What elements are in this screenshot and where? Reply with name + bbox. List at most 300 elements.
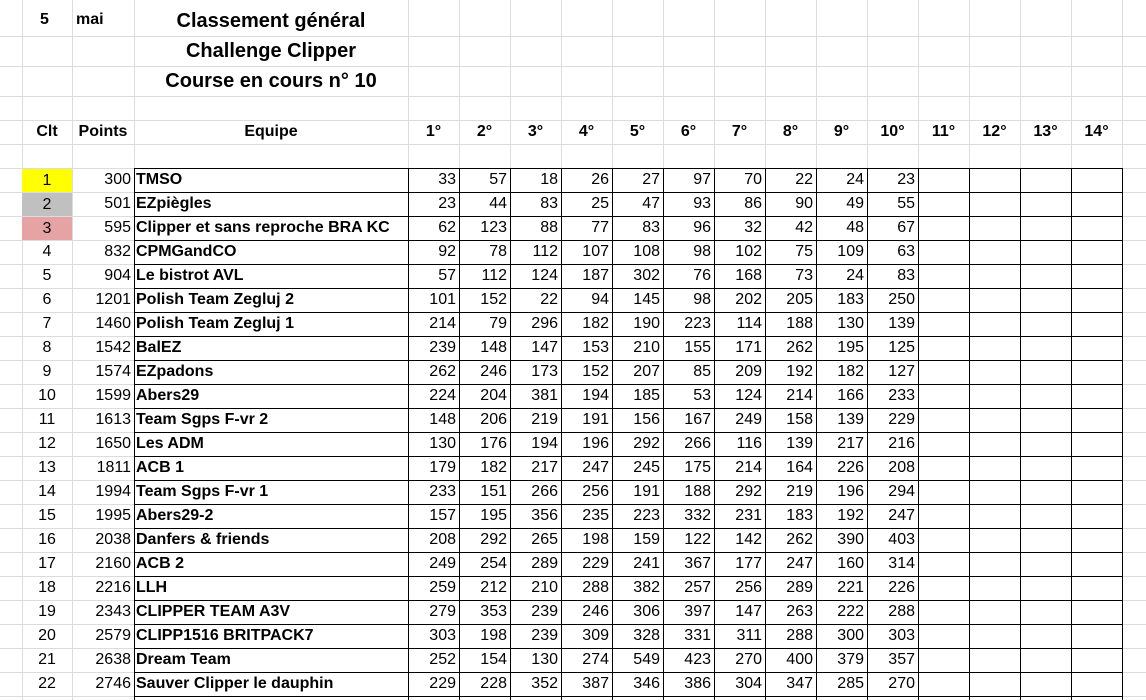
race-score-cell: 183 (837, 291, 864, 308)
race-score-cell: 18 (540, 171, 558, 188)
race-score-cell: 194 (582, 387, 609, 404)
race-score-cell: 229 (429, 675, 456, 692)
race-score-cell: 294 (888, 483, 915, 500)
race-score-cell: 254 (480, 555, 507, 572)
title-line-3: Course en cours n° 10 (165, 70, 377, 92)
race-score-cell: 346 (633, 675, 660, 692)
points-cell: 595 (104, 219, 131, 236)
race-score-cell: 182 (582, 315, 609, 332)
race-score-cell: 292 (735, 483, 762, 500)
race-score-cell: 171 (735, 339, 762, 356)
team-cell: Team Sgps F-vr 2 (136, 411, 269, 428)
race-score-cell: 148 (429, 411, 456, 428)
race-score-cell: 353 (480, 603, 507, 620)
race-score-cell: 403 (888, 531, 915, 548)
points-cell: 1995 (95, 507, 131, 524)
race-score-cell: 94 (591, 291, 609, 308)
race-score-cell: 198 (582, 531, 609, 548)
race-score-cell: 164 (786, 459, 813, 476)
points-cell: 1460 (95, 315, 131, 332)
race-score-cell: 357 (888, 651, 915, 668)
race-score-cell: 219 (531, 411, 558, 428)
rank-cell: 6 (42, 291, 52, 308)
race-score-cell: 62 (438, 219, 456, 236)
race-score-cell: 22 (540, 291, 558, 308)
race-score-cell: 229 (888, 411, 915, 428)
race-score-cell: 296 (531, 315, 558, 332)
race-score-cell: 400 (786, 651, 813, 668)
team-cell: BalEZ (136, 339, 182, 356)
date-day: 5 (40, 11, 49, 28)
rank-cell: 12 (38, 435, 56, 452)
race-score-cell: 158 (786, 411, 813, 428)
race-score-cell: 157 (429, 507, 456, 524)
race-score-cell: 122 (684, 531, 711, 548)
race-score-cell: 379 (837, 651, 864, 668)
border-vertical (1071, 168, 1072, 700)
points-cell: 1613 (95, 411, 131, 428)
border-vertical (918, 168, 919, 700)
race-score-cell: 192 (786, 363, 813, 380)
rank-cell: 1 (22, 169, 72, 192)
race-score-cell: 219 (786, 483, 813, 500)
race-score-cell: 262 (786, 531, 813, 548)
header-race-8: 8° (782, 123, 799, 140)
points-cell: 300 (104, 171, 131, 188)
points-cell: 2216 (95, 579, 131, 596)
race-score-cell: 32 (744, 219, 762, 236)
race-score-cell: 210 (633, 339, 660, 356)
team-cell: Abers29-2 (136, 507, 214, 524)
race-score-cell: 22 (795, 171, 813, 188)
race-score-cell: 168 (735, 267, 762, 284)
race-score-cell: 288 (786, 627, 813, 644)
race-score-cell: 108 (633, 243, 660, 260)
race-score-cell: 209 (735, 363, 762, 380)
race-score-cell: 206 (480, 411, 507, 428)
race-score-cell: 49 (846, 195, 864, 212)
header-race-13: 13° (1033, 123, 1058, 140)
race-score-cell: 270 (735, 651, 762, 668)
points-cell: 2638 (95, 651, 131, 668)
race-score-cell: 292 (480, 531, 507, 548)
rank-cell: 18 (38, 579, 56, 596)
race-score-cell: 90 (795, 195, 813, 212)
rank-cell: 13 (38, 459, 56, 476)
race-score-cell: 247 (888, 507, 915, 524)
points-cell: 1650 (95, 435, 131, 452)
race-score-cell: 130 (837, 315, 864, 332)
race-score-cell: 328 (633, 627, 660, 644)
rank-cell: 8 (42, 339, 52, 356)
race-score-cell: 259 (429, 579, 456, 596)
race-score-cell: 306 (633, 603, 660, 620)
race-score-cell: 302 (633, 267, 660, 284)
rank-cell: 22 (38, 675, 56, 692)
race-score-cell: 152 (480, 291, 507, 308)
race-score-cell: 247 (786, 555, 813, 572)
team-cell: CPMGandCO (136, 243, 237, 260)
race-score-cell: 148 (480, 339, 507, 356)
race-score-cell: 202 (735, 291, 762, 308)
race-score-cell: 239 (531, 627, 558, 644)
race-score-cell: 356 (531, 507, 558, 524)
race-score-cell: 224 (429, 387, 456, 404)
race-score-cell: 127 (888, 363, 915, 380)
race-score-cell: 231 (735, 507, 762, 524)
race-score-cell: 53 (693, 387, 711, 404)
points-cell: 1201 (95, 291, 131, 308)
points-cell: 2746 (95, 675, 131, 692)
race-score-cell: 112 (532, 243, 558, 260)
race-score-cell: 387 (582, 675, 609, 692)
race-score-cell: 300 (837, 627, 864, 644)
border-vertical (1122, 168, 1123, 700)
race-score-cell: 107 (582, 243, 609, 260)
race-score-cell: 214 (735, 459, 762, 476)
race-score-cell: 212 (480, 579, 507, 596)
race-score-cell: 228 (480, 675, 507, 692)
race-score-cell: 191 (582, 411, 609, 428)
race-score-cell: 42 (795, 219, 813, 236)
race-score-cell: 142 (735, 531, 762, 548)
points-cell: 1994 (95, 483, 131, 500)
team-cell: EZpadons (136, 363, 214, 380)
race-score-cell: 101 (429, 291, 456, 308)
header-race-10: 10° (880, 123, 905, 140)
race-score-cell: 247 (582, 459, 609, 476)
race-score-cell: 241 (633, 555, 660, 572)
header-race-9: 9° (833, 123, 850, 140)
race-score-cell: 109 (837, 243, 864, 260)
race-score-cell: 23 (897, 171, 915, 188)
race-score-cell: 182 (480, 459, 507, 476)
race-score-cell: 98 (693, 291, 711, 308)
header-race-4: 4° (578, 123, 595, 140)
race-score-cell: 262 (429, 363, 456, 380)
race-score-cell: 208 (429, 531, 456, 548)
race-score-cell: 270 (888, 675, 915, 692)
race-score-cell: 196 (582, 435, 609, 452)
race-score-cell: 381 (531, 387, 558, 404)
race-score-cell: 397 (684, 603, 711, 620)
race-score-cell: 386 (684, 675, 711, 692)
team-cell: LLH (136, 579, 168, 596)
points-cell: 1542 (95, 339, 131, 356)
race-score-cell: 147 (531, 339, 558, 356)
rank-cell: 4 (42, 243, 52, 260)
race-score-cell: 274 (582, 651, 609, 668)
race-score-cell: 214 (429, 315, 456, 332)
race-score-cell: 382 (633, 579, 660, 596)
race-score-cell: 423 (684, 651, 711, 668)
race-score-cell: 25 (591, 195, 609, 212)
race-score-cell: 123 (480, 219, 507, 236)
race-score-cell: 222 (837, 603, 864, 620)
rank-cell: 5 (42, 267, 52, 284)
gridline-horizontal (0, 96, 1146, 97)
race-score-cell: 83 (897, 267, 915, 284)
race-score-cell: 67 (897, 219, 915, 236)
race-score-cell: 289 (531, 555, 558, 572)
race-score-cell: 124 (735, 387, 762, 404)
race-score-cell: 83 (642, 219, 660, 236)
race-score-cell: 98 (693, 243, 711, 260)
points-cell: 832 (104, 243, 131, 260)
race-score-cell: 223 (633, 507, 660, 524)
race-score-cell: 226 (888, 579, 915, 596)
border-horizontal (134, 696, 1123, 697)
race-score-cell: 124 (531, 267, 558, 284)
race-score-cell: 151 (480, 483, 507, 500)
race-score-cell: 155 (684, 339, 711, 356)
rank-cell: 2 (22, 193, 72, 216)
race-score-cell: 86 (744, 195, 762, 212)
race-score-cell: 304 (735, 675, 762, 692)
race-score-cell: 214 (786, 387, 813, 404)
race-score-cell: 256 (735, 579, 762, 596)
race-score-cell: 250 (888, 291, 915, 308)
race-score-cell: 195 (837, 339, 864, 356)
gridline-horizontal (0, 144, 1146, 145)
race-score-cell: 216 (888, 435, 915, 452)
race-score-cell: 130 (429, 435, 456, 452)
race-score-cell: 79 (489, 315, 507, 332)
team-cell: Les ADM (136, 435, 204, 452)
header-race-3: 3° (527, 123, 544, 140)
team-cell: CLIPPER TEAM A3V (136, 603, 291, 620)
race-score-cell: 57 (489, 171, 507, 188)
race-score-cell: 331 (684, 627, 711, 644)
title-line-1: Classement général (176, 10, 366, 32)
race-score-cell: 263 (786, 603, 813, 620)
race-score-cell: 114 (736, 315, 762, 332)
race-score-cell: 176 (480, 435, 507, 452)
rank-cell: 11 (38, 411, 56, 428)
race-score-cell: 93 (693, 195, 711, 212)
team-cell: Dream Team (136, 651, 231, 668)
race-score-cell: 208 (888, 459, 915, 476)
race-score-cell: 309 (582, 627, 609, 644)
rank-cell: 3 (22, 217, 72, 240)
team-cell: Abers29 (136, 387, 200, 404)
race-score-cell: 73 (795, 267, 813, 284)
race-score-cell: 249 (429, 555, 456, 572)
race-score-cell: 266 (531, 483, 558, 500)
rank-cell: 17 (38, 555, 56, 572)
rank-cell: 10 (38, 387, 56, 404)
race-score-cell: 289 (786, 579, 813, 596)
header-team: Equipe (244, 123, 298, 140)
rank-cell: 21 (38, 651, 56, 668)
race-score-cell: 188 (786, 315, 813, 332)
race-score-cell: 76 (693, 267, 711, 284)
race-score-cell: 198 (480, 627, 507, 644)
race-score-cell: 24 (846, 267, 864, 284)
points-cell: 1599 (95, 387, 131, 404)
team-cell: Sauver Clipper le dauphin (136, 675, 334, 692)
race-score-cell: 139 (786, 435, 813, 452)
header-race-14: 14° (1084, 123, 1109, 140)
rank-cell: 19 (38, 603, 56, 620)
points-cell: 501 (104, 195, 131, 212)
race-score-cell: 188 (684, 483, 711, 500)
race-score-cell: 139 (837, 411, 864, 428)
race-score-cell: 279 (429, 603, 456, 620)
race-score-cell: 153 (582, 339, 609, 356)
race-score-cell: 191 (633, 483, 660, 500)
race-score-cell: 195 (480, 507, 507, 524)
points-cell: 1574 (95, 363, 131, 380)
team-cell: Team Sgps F-vr 1 (136, 483, 269, 500)
race-score-cell: 221 (837, 579, 864, 596)
race-score-cell: 179 (429, 459, 456, 476)
race-score-cell: 347 (786, 675, 813, 692)
race-score-cell: 257 (684, 579, 711, 596)
race-score-cell: 246 (582, 603, 609, 620)
race-score-cell: 229 (582, 555, 609, 572)
race-score-cell: 266 (684, 435, 711, 452)
race-score-cell: 217 (837, 435, 864, 452)
race-score-cell: 55 (897, 195, 915, 212)
race-score-cell: 85 (693, 363, 711, 380)
points-cell: 904 (104, 267, 131, 284)
race-score-cell: 92 (438, 243, 456, 260)
race-score-cell: 57 (438, 267, 456, 284)
team-cell: ACB 2 (136, 555, 185, 572)
team-cell: TMSO (136, 171, 183, 188)
race-score-cell: 245 (633, 459, 660, 476)
race-score-cell: 303 (429, 627, 456, 644)
race-score-cell: 262 (786, 339, 813, 356)
race-score-cell: 288 (888, 603, 915, 620)
race-score-cell: 204 (480, 387, 507, 404)
race-score-cell: 196 (837, 483, 864, 500)
race-score-cell: 96 (693, 219, 711, 236)
points-cell: 1811 (96, 459, 131, 476)
race-score-cell: 249 (735, 411, 762, 428)
rank-cell: 9 (42, 363, 52, 380)
race-score-cell: 173 (531, 363, 558, 380)
race-score-cell: 223 (684, 315, 711, 332)
race-score-cell: 130 (531, 651, 558, 668)
header-race-5: 5° (629, 123, 646, 140)
rank-cell: 15 (38, 507, 56, 524)
team-cell: Polish Team Zegluj 2 (136, 291, 294, 308)
race-score-cell: 182 (837, 363, 864, 380)
race-score-cell: 288 (582, 579, 609, 596)
race-score-cell: 292 (633, 435, 660, 452)
rank-cell: 20 (38, 627, 56, 644)
race-score-cell: 139 (888, 315, 915, 332)
race-score-cell: 75 (795, 243, 813, 260)
points-cell: 2160 (95, 555, 131, 572)
race-score-cell: 246 (480, 363, 507, 380)
border-vertical (969, 168, 970, 700)
race-score-cell: 177 (735, 555, 762, 572)
team-cell: Danfers & friends (136, 531, 270, 548)
points-cell: 2343 (95, 603, 131, 620)
team-cell: EZpiègles (136, 195, 212, 212)
race-score-cell: 77 (591, 219, 609, 236)
race-score-cell: 239 (429, 339, 456, 356)
race-score-cell: 26 (591, 171, 609, 188)
race-score-cell: 217 (531, 459, 558, 476)
race-score-cell: 185 (633, 387, 660, 404)
race-score-cell: 97 (693, 171, 711, 188)
race-score-cell: 166 (837, 387, 864, 404)
race-score-cell: 152 (582, 363, 609, 380)
race-score-cell: 235 (582, 507, 609, 524)
header-race-11: 11° (931, 123, 956, 140)
race-score-cell: 63 (897, 243, 915, 260)
points-cell: 2038 (95, 531, 131, 548)
race-score-cell: 332 (684, 507, 711, 524)
rank-cell: 14 (38, 483, 56, 500)
race-score-cell: 175 (684, 459, 711, 476)
race-score-cell: 205 (786, 291, 813, 308)
team-cell: Le bistrot AVL (136, 267, 244, 284)
race-score-cell: 192 (837, 507, 864, 524)
race-score-cell: 160 (837, 555, 864, 572)
race-score-cell: 112 (481, 267, 507, 284)
race-score-cell: 27 (642, 171, 660, 188)
race-score-cell: 159 (633, 531, 660, 548)
race-score-cell: 102 (735, 243, 762, 260)
header-race-7: 7° (731, 123, 748, 140)
race-score-cell: 33 (438, 171, 456, 188)
race-score-cell: 226 (837, 459, 864, 476)
race-score-cell: 210 (531, 579, 558, 596)
race-score-cell: 207 (633, 363, 660, 380)
header-race-1: 1° (425, 123, 442, 140)
race-score-cell: 83 (540, 195, 558, 212)
race-score-cell: 70 (744, 171, 762, 188)
team-cell: Clipper et sans reproche BRA KC (136, 219, 390, 236)
race-score-cell: 190 (633, 315, 660, 332)
race-score-cell: 390 (837, 531, 864, 548)
race-score-cell: 44 (489, 195, 507, 212)
team-cell: Polish Team Zegluj 1 (136, 315, 294, 332)
border-vertical (1020, 168, 1021, 700)
race-score-cell: 367 (684, 555, 711, 572)
race-score-cell: 256 (582, 483, 609, 500)
title-line-2: Challenge Clipper (185, 40, 357, 62)
race-score-cell: 314 (888, 555, 915, 572)
race-score-cell: 147 (735, 603, 762, 620)
race-score-cell: 78 (489, 243, 507, 260)
rank-cell: 16 (38, 531, 56, 548)
race-score-cell: 154 (480, 651, 507, 668)
header-race-2: 2° (476, 123, 493, 140)
race-score-cell: 265 (531, 531, 558, 548)
race-score-cell: 88 (540, 219, 558, 236)
race-score-cell: 252 (429, 651, 456, 668)
race-score-cell: 183 (786, 507, 813, 524)
race-score-cell: 167 (684, 411, 711, 428)
race-score-cell: 194 (531, 435, 558, 452)
points-cell: 2579 (95, 627, 131, 644)
header-rank: Clt (36, 123, 58, 140)
team-cell: CLIPP1516 BRITPACK7 (136, 627, 314, 644)
race-score-cell: 285 (837, 675, 864, 692)
race-score-cell: 48 (846, 219, 864, 236)
date-month: mai (76, 11, 104, 28)
race-score-cell: 145 (633, 291, 660, 308)
race-score-cell: 156 (633, 411, 660, 428)
race-score-cell: 303 (888, 627, 915, 644)
race-score-cell: 352 (531, 675, 558, 692)
